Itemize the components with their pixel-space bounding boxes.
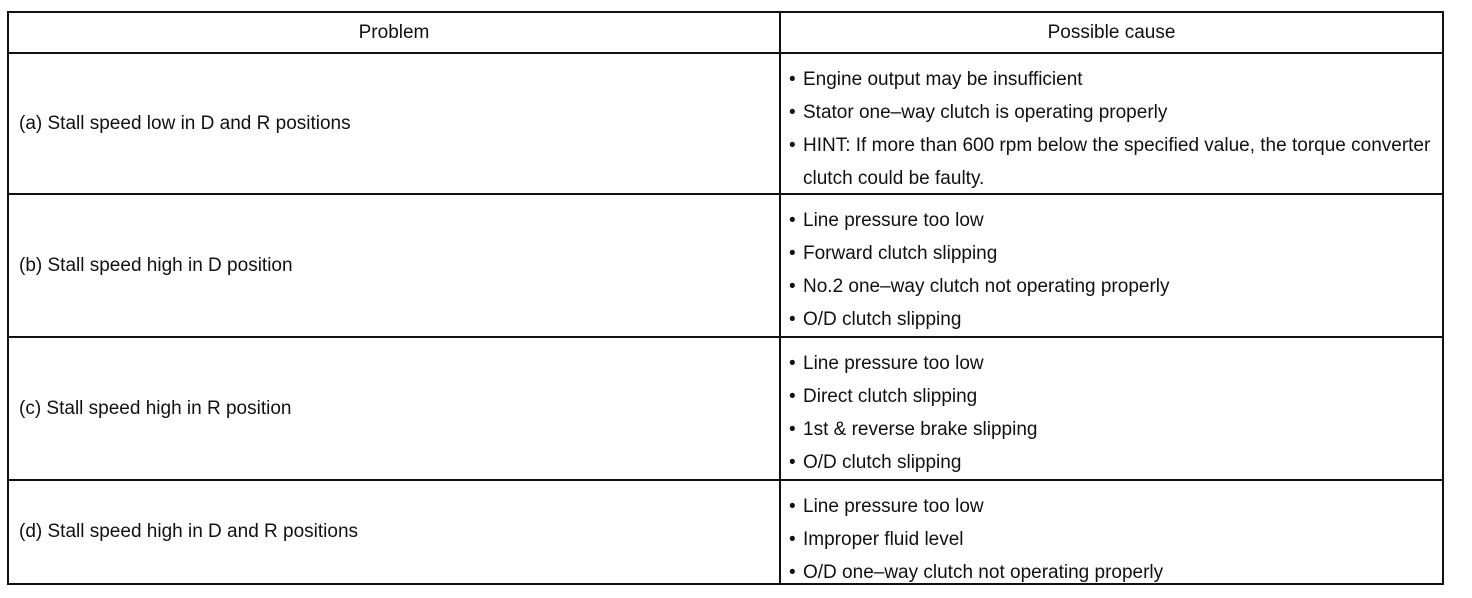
cause-item: • Line pressure too low [789, 204, 1434, 237]
problem-cell: (b) Stall speed high in D position [9, 195, 781, 338]
cause-cell [781, 338, 1442, 481]
cause-list [789, 490, 1434, 583]
header-problem: Problem [9, 13, 781, 54]
cause-list [789, 204, 1434, 336]
stall-test-table [7, 11, 1444, 585]
problem-cell: (a) Stall speed low in D and R positions [9, 54, 781, 195]
cause-item: • HINT: If more than 600 rpm below the specified value, the torque converter clutch could be faulty. [789, 129, 1434, 195]
cause-cell [781, 54, 1442, 195]
cause-item: • O/D clutch slipping [789, 446, 1434, 479]
cause-item: • Direct clutch slipping [789, 380, 1434, 413]
cause-cell [781, 195, 1442, 338]
cause-list [789, 347, 1434, 479]
cause-list [789, 63, 1434, 195]
cause-item: • 1st & reverse brake slipping [789, 413, 1434, 446]
cause-item: • Engine output may be insufficient [789, 63, 1434, 96]
problem-cell: (d) Stall speed high in D and R positions [9, 481, 781, 583]
cause-item: • Forward clutch slipping [789, 237, 1434, 270]
cause-cell [781, 481, 1442, 583]
cause-item: • Stator one–way clutch is operating properly [789, 96, 1434, 129]
cause-item: • O/D one–way clutch not operating properly [789, 556, 1434, 583]
problem-cell: (c) Stall speed high in R position [9, 338, 781, 481]
cause-item: • Line pressure too low [789, 347, 1434, 380]
cause-item: • Line pressure too low [789, 490, 1434, 523]
cause-item: • Improper fluid level [789, 523, 1434, 556]
cause-item: • O/D clutch slipping [789, 303, 1434, 336]
cause-item: • No.2 one–way clutch not operating properly [789, 270, 1434, 303]
header-possible-cause: Possible cause [781, 13, 1442, 54]
